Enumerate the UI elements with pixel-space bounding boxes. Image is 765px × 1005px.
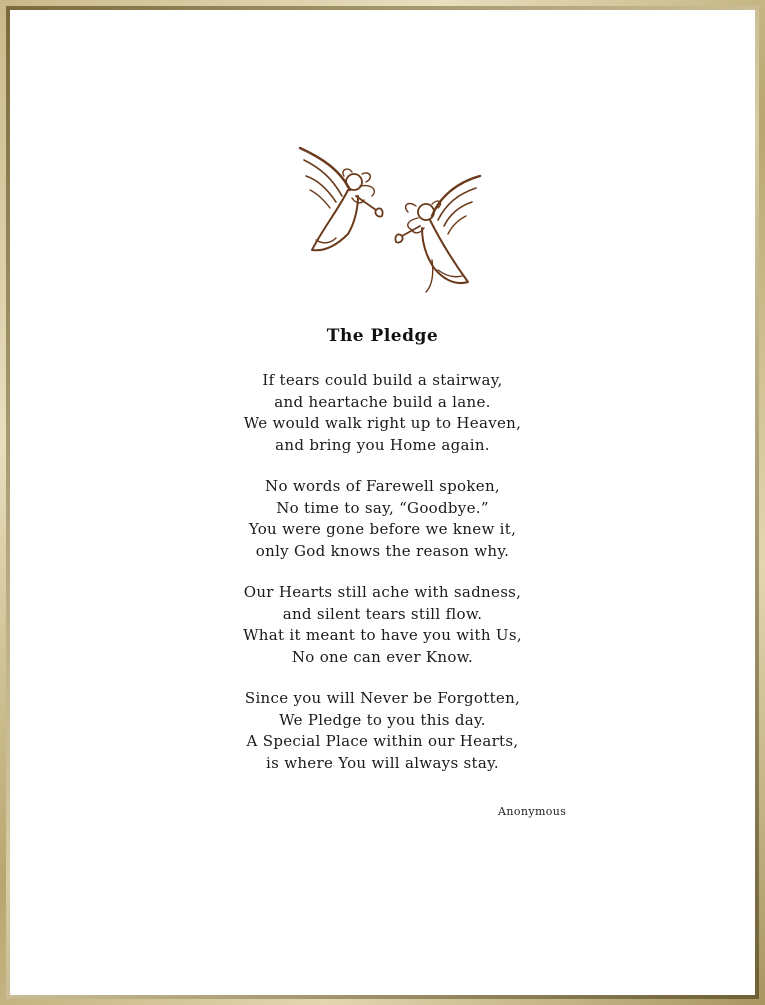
stanza [0,370,765,456]
right-angel-trumpet [395,226,420,243]
right-angel-head [418,204,434,220]
poem-line: and bring you Home again. [275,435,490,454]
left-angel-head [346,174,362,190]
stanza [0,582,765,668]
poem-author: Anonymous [498,805,567,818]
poem-title: The Pledge [326,326,439,346]
poem-line: A Special Place within our Hearts, [246,732,519,750]
poem-line: and silent tears still flow. [282,604,483,623]
poem-line: You were gone before we knew it, [248,520,517,538]
poem-line: What it meant to have you with Us, [243,626,522,644]
left-angel-trumpet [356,196,383,217]
angels-with-trumpets-icon [292,140,488,300]
poem-line: No time to say, “Goodbye.” [276,498,489,517]
left-angel-wing [300,148,350,190]
stanza [0,688,765,774]
poem-body [0,370,765,794]
poem-line: only God knows the reason why. [255,541,510,560]
poem-line: and heartache build a lane. [274,392,491,411]
poem-line: No one can ever Know. [291,647,474,666]
poem-line: No words of Farewell spoken, [265,477,500,495]
poem-line: We would walk right up to Heaven, [243,414,522,432]
poem-line: is where You will always stay. [266,753,499,772]
poem-line: We Pledge to you this day. [279,710,486,729]
poem-line: Since you will Never be Forgotten, [244,689,521,707]
stanza [0,476,765,562]
poem-line: Our Hearts still ache with sadness, [243,583,522,601]
poem-line: If tears could build a stairway, [262,371,503,389]
